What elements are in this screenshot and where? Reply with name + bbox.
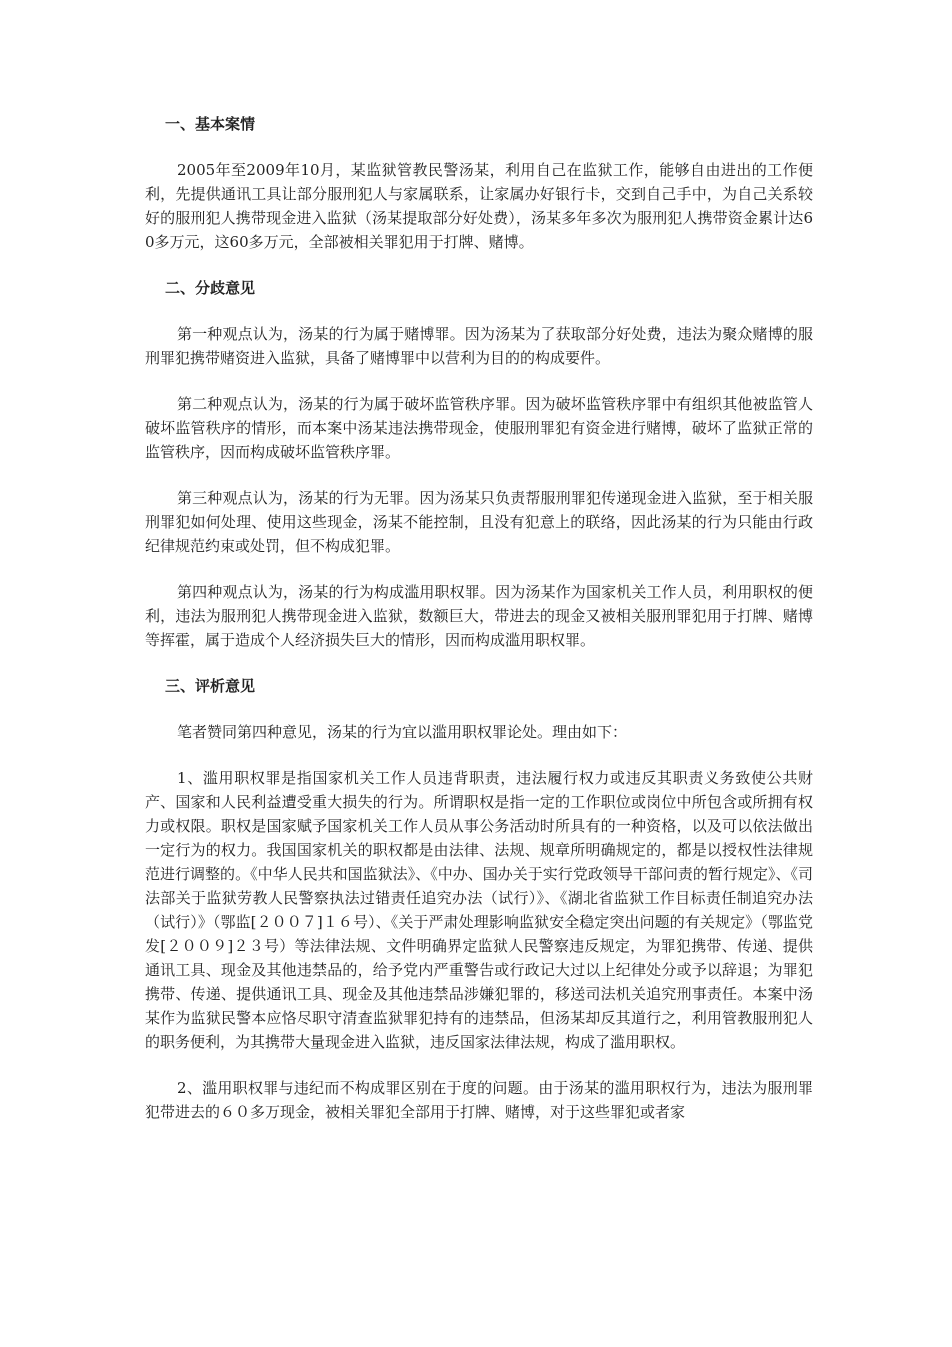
section-heading-basic-facts: 一、基本案情 [165,115,256,133]
paragraph-opinion-2: 第二种观点认为，汤某的行为属于破坏监管秩序罪。因为破坏监管秩序罪中有组织其他被监管人破坏监管秩序的情形，而本案中汤某违法携带现金，使服刑罪犯有资金进行赌博，破坏了监狱正常的监管秩序，因而构成破坏监管秩序罪。 [145,395,813,461]
paragraph-opinion-1: 第一种观点认为，汤某的行为属于赌博罪。因为汤某为了获取部分好处费，违法为聚众赌博的服刑罪犯携带赌资进入监狱，具备了赌博罪中以营利为目的的构成要件。 [145,325,813,367]
paragraph-opinion-3: 第三种观点认为，汤某的行为无罪。因为汤某只负责帮服刑罪犯传递现金进入监狱，至于相关服刑罪犯如何处理、使用这些现金，汤某不能控制，且没有犯意上的联络，因此汤某的行为只能由行政纪律规范约束或处罚，但不构成犯罪。 [145,489,813,555]
document-body [145,112,813,1146]
paragraph-analysis-1: 1、滥用职权罪是指国家机关工作人员违背职责，违法履行权力或违反其职责义务致使公共财产、国家和人民利益遭受重大损失的行为。所谓职权是指一定的工作职位或岗位中所包含或所拥有权力或权限。职权是国家赋予国家机关工作人员从事公务活动时所具有的一种资格，以及可以依法做出一定行为的权力。我国国家机关的职权都是由法律、法规、规章所明确规定的，都是以授权性法律规范进行调整的。《中华人民共和国监狱法》、《中办、国办关于实行党政领导干部问责的暂行规定》、《司法部关于监狱劳教人民警察执法过错责任追究办法（试行）》、《湖北省监狱工作目标责任制追究办法（试行）》（鄂监[２００７]１６号）、《关于严肃处理影响监狱安全稳定突出问题的有关规定》（鄂监党发[２００９]２３号）等法律法规、文件明确界定监狱人民警察违反规定，为罪犯携带、传递、提供通讯工具、现金及其他违禁品的，给予党内严重警告或行政记大过以上纪律处分或予以辞退；为罪犯携带、传递、提供通讯工具、现金及其他违禁品涉嫌犯罪的，移送司法机关追究刑事责任。本案中汤某作为监狱民警本应恪尽职守清查监狱罪犯持有的违禁品，但汤某却反其道行之，利用管教服刑犯人的职务便利，为其携带大量现金进入监狱，违反国家法律法规，构成了滥用职权。 [145,769,813,1051]
paragraph-analysis-2: 2、滥用职权罪与违纪而不构成罪区别在于度的问题。由于汤某的滥用职权行为，违法为服刑罪犯带进去的６０多万现金，被相关罪犯全部用于打牌、赌博，对于这些罪犯或者家 [145,1079,813,1121]
paragraph-basic-facts: 2005年至2009年10月，某监狱管教民警汤某，利用自己在监狱工作，能够自由进出的工作便利，先提供通讯工具让部分服刑犯人与家属联系，让家属办好银行卡，交到自己手中，为自己关系较好的服刑犯人携带现金进入监狱（汤某提取部分好处费），汤某多年多次为服刑犯人携带资金累计达60多万元，这60多万元，全部被相关罪犯用于打牌、赌博。 [145,161,813,251]
section-heading-analysis: 三、评析意见 [165,677,256,695]
section-heading-differing-opinions: 二、分歧意见 [165,279,256,297]
paragraph-opinion-4: 第四种观点认为，汤某的行为构成滥用职权罪。因为汤某作为国家机关工作人员，利用职权的便利，违法为服刑犯人携带现金进入监狱，数额巨大，带进去的现金又被相关服刑罪犯用于打牌、赌博等挥霍，属于造成个人经济损失巨大的情形，因而构成滥用职权罪。 [145,583,813,649]
paragraph-analysis-intro: 笔者赞同第四种意见，汤某的行为宜以滥用职权罪论处。理由如下： [177,723,628,741]
